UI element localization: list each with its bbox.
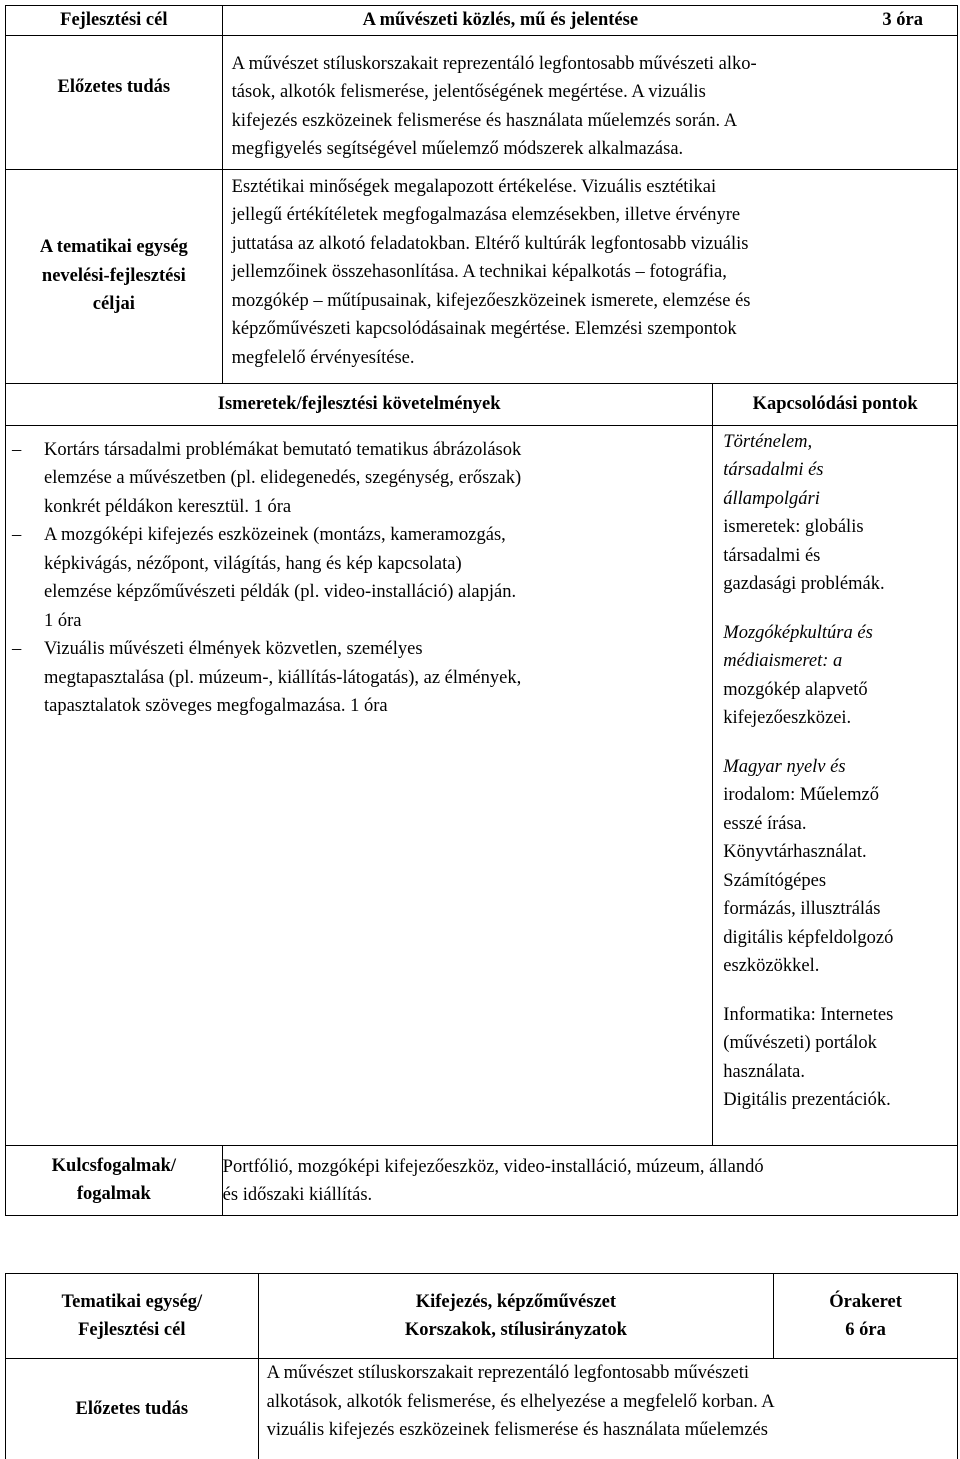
unit-table-1 [5,5,958,1216]
unit2-header-row [6,1274,958,1359]
goals-label: A tematikai egység nevelési-fejlesztési céljai [6,169,223,383]
unit2-label: Tematikai egység/ Fejlesztési cél [6,1274,259,1359]
unit2-prior-knowledge-text: A művészet stíluskorszakait reprezentáló legfontosabb művészeti alkotások, alkotók felismerése, és elhelyezése a megfelelő korban. A vizuális kifejezés eszközeinek felismerése és használata műelemzés [258,1359,957,1459]
keywords-label: Kulcsfogalmak/ fogalmak [6,1145,223,1215]
prior-knowledge-text: A művészet stíluskorszakait reprezentáló legfontosabb művészeti alko- tások, alkotók felismerése, jelentőségének megértése. A vizuális kifejezés eszközeinek felismerése és használata műelemzés során. A megfigyelés segítségével műelemző módszerek alkalmazása. [222,35,957,169]
unit2-prior-knowledge-label: Előzetes tudás [6,1359,259,1459]
keywords-row [6,1145,958,1215]
requirement-item: – A mozgóképi kifejezés eszközeinek (montázs, kameramozgás, képkivágás, nézőpont, világítás, hang és kép kapcsolata) elemzése képzőművészeti példák (pl. video-installáció) alapján. 1 óra [12,525,517,631]
prior-knowledge-label: Előzetes tudás [6,35,223,169]
connection-media: Mozgóképkultúra és médiaismeret: a mozgókép alapvető kifejezőeszközei. [723,622,873,728]
connection-history: Történelem, társadalmi és állampolgári ismeretek: globális társadalmi és gazdasági problémák. [723,431,885,594]
unit2-title: Kifejezés, képzőművészet Korszakok, stílusirányzatok [258,1274,774,1359]
hours-value: 3 óra [713,6,958,36]
development-goal-title: A művészeti közlés, mű és jelentése [222,6,713,36]
requirement-item: – Vizuális művészeti élmények közvetlen, személyes megtapasztalása (pl. múzeum-, kiállítás-látogatás), az élmények, tapasztalatok szöveges megfogalmazása. 1 óra [12,639,522,716]
unit-table-2 [5,1273,958,1459]
goals-row [6,169,958,383]
goals-text: Esztétikai minőségek megalapozott értékelése. Vizuális esztétikai jellegű értékítéletek megfogalmazása elemzésekben, illetve érvényre juttatása az alkotó feladatokban. Eltérő kultúrák legfontosabb vizuális jellemzőinek összehasonlítása. A technikai képalkotás – fotográfia, mozgókép – műtípusainak, kifejezőeszközeinek ismerete, elemzése és képzőművészeti kapcsolódásainak megértése. Elemzési szempontok megfelelő érvényesítése. [222,169,957,383]
requirements-list [6,425,713,1145]
development-goal-label: Fejlesztési cél [6,6,223,36]
column-header-row [6,383,958,425]
requirements-column-header: Ismeretek/fejlesztési követelmények [6,383,713,425]
connection-literature: Magyar nyelv és irodalom: Műelemző esszé írása. Könyvtárhasználat. Számítógépes formázás, illusztrálás digitális képfeldolgozó eszközökkel. [723,756,894,976]
keywords-text: Portfólió, mozgóképi kifejezőeszköz, video-installáció, múzeum, állandó és időszaki kiállítás. [222,1145,957,1215]
connections-list [713,425,958,1145]
connections-column-header: Kapcsolódási pontok [713,383,958,425]
prior-knowledge-row [6,35,958,169]
content-row [6,425,958,1145]
connection-informatics: Informatika: Internetes (művészeti) portálok használata. Digitális prezentációk. [723,1004,894,1110]
requirement-item: – Kortárs társadalmi problémákat bemutató tematikus ábrázolások elemzése a művészetben (pl. elidegenedés, szegénység, erőszak) konkrét példákon keresztül. 1 óra [12,439,522,517]
unit2-hours: Órakeret 6 óra [774,1274,958,1359]
unit-header-row [6,6,958,36]
